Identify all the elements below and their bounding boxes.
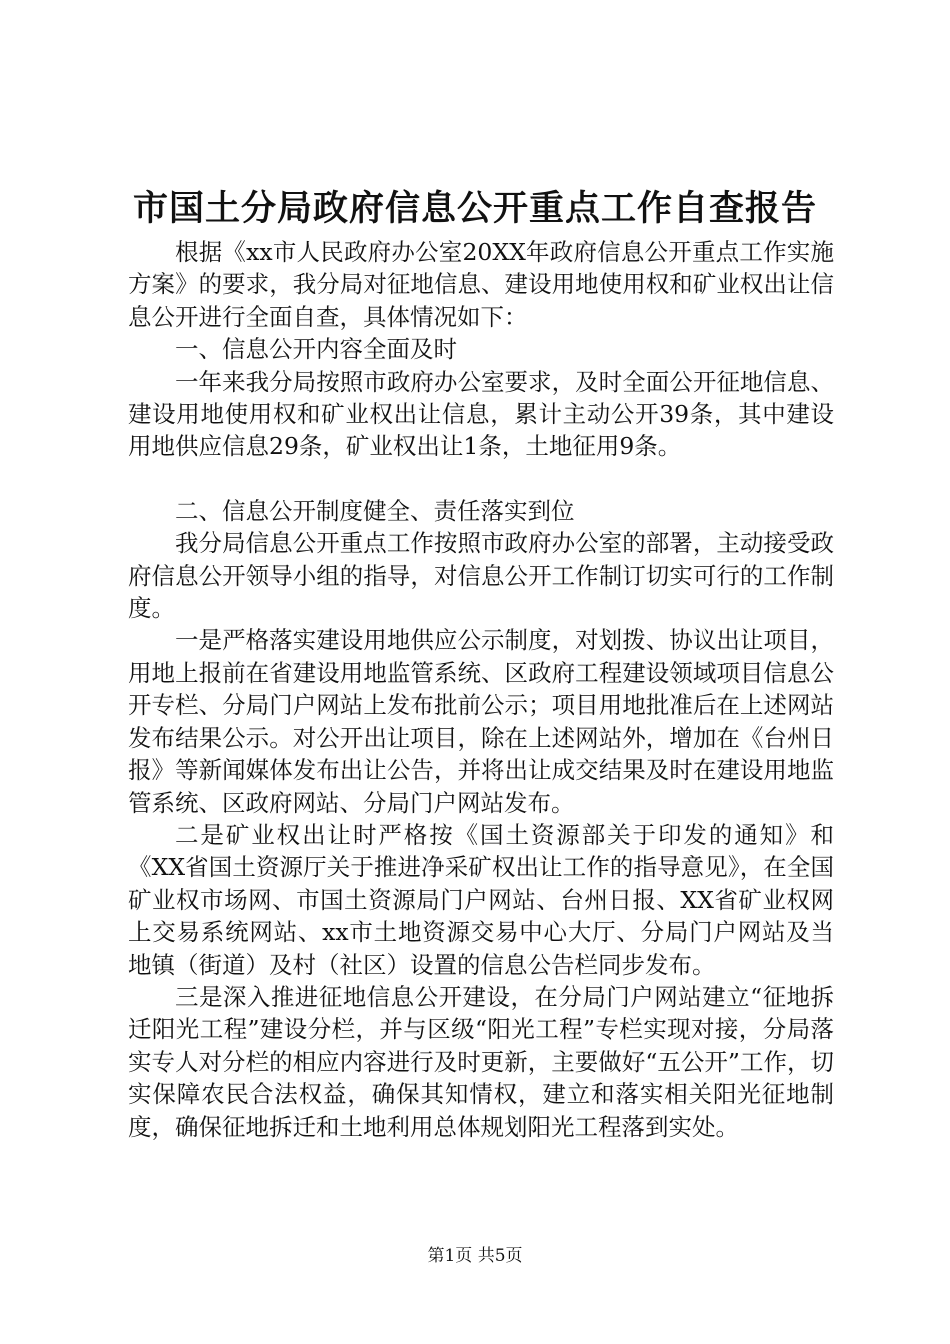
document-body bbox=[128, 236, 834, 1143]
page-number-footer: 第1页 共5页 bbox=[427, 1246, 523, 1266]
section-heading-2: 二、信息公开制度健全、责任落实到位 bbox=[175, 496, 575, 525]
paragraph-item-1: 一是严格落实建设用地供应公示制度，对划拨、协议出让项目，用地上报前在省建设用地监管系统、区政府工程建设领域项目信息公开专栏、分局门户网站上发布批前公示；项目用地批准后在上述网站发布结果公示。对公开出让项目，除在上述网站外，增加在《台州日报》等新闻媒体发布出让公告，并将出让成交结果及时在建设用地监管系统、区政府网站、分局门户网站发布。 bbox=[128, 626, 834, 817]
paragraph-section-2: 我分局信息公开重点工作按照市政府办公室的部署，主动接受政府信息公开领导小组的指导，对信息公开工作制订切实可行的工作制度。 bbox=[128, 529, 834, 623]
paragraph-item-3: 三是深入推进征地信息公开建设，在分局门户网站建立“征地拆迁阳光工程”建设分栏，并与区级“阳光工程”专栏实现对接，分局落实专人对分栏的相应内容进行及时更新，主要做好“五公开”工作，切实保障农民合法权益，确保其知情权，建立和落实相关阳光征地制度，确保征地拆迁和土地利用总体规划阳光工程落到实处。 bbox=[128, 982, 834, 1141]
paragraph-item-2: 二是矿业权出让时严格按《国土资源部关于印发的通知》和《XX省国土资源厅关于推进净采矿权出让工作的指导意见》，在全国矿业权市场网、市国土资源局门户网站、台州日报、XX省矿业权网上交易系统网站、xx市土地资源交易中心大厅、分局门户网站及当地镇（街道）及村（社区）设置的信息公告栏同步发布。 bbox=[128, 820, 834, 979]
section-heading-1: 一、信息公开内容全面及时 bbox=[175, 335, 457, 364]
paragraph-intro: 根据《xx市人民政府办公室20XX年政府信息公开重点工作实施方案》的要求，我分局对征地信息、建设用地使用权和矿业权出让信息公开进行全面自查，具体情况如下： bbox=[128, 238, 834, 331]
document-title: 市国土分局政府信息公开重点工作自查报告 bbox=[132, 188, 817, 229]
paragraph-section-1: 一年来我分局按照市政府办公室要求，及时全面公开征地信息、建设用地使用权和矿业权出让信息，累计主动公开39条，其中建设用地供应信息29条，矿业权出让1条，土地征用9条。 bbox=[128, 367, 834, 461]
